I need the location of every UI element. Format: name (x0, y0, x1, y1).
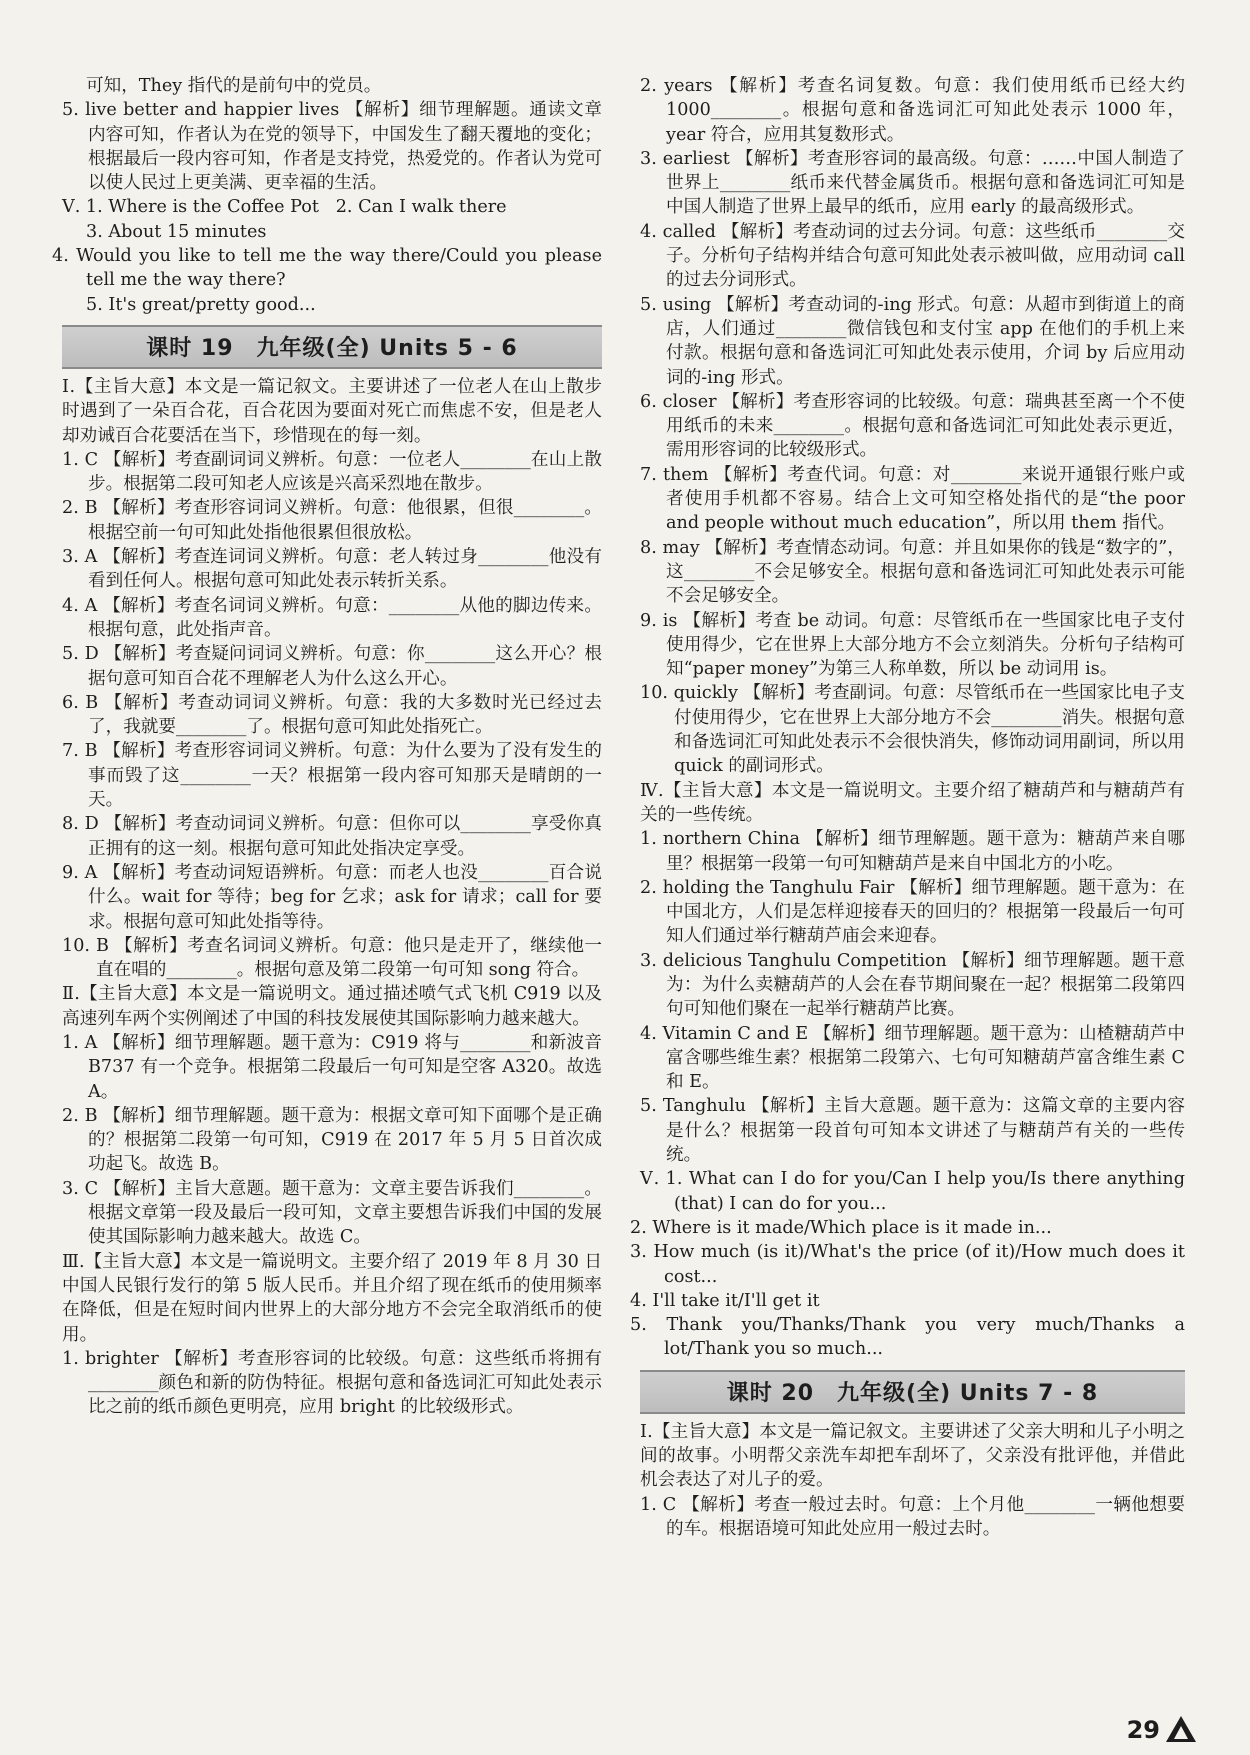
answer-paragraph: 5. It's great/pretty good... (86, 294, 316, 315)
answer-paragraph: 3. How much (is it)/What's the price (of it)/How much does it cost... (630, 1242, 1191, 1287)
answer-paragraph: 5. D 【解析】考查疑问词词义辨析。句意：你________这么开心？根据句意可知百合花不理解老人为什么这么开心。 (62, 644, 602, 689)
answer-paragraph: 4. Vitamin C and E 【解析】细节理解题。题干意为：山楂糖葫芦中富含哪些维生素？根据第二段第六、七句可知糖葫芦富含维生素 C 和 E。 (640, 1023, 1191, 1093)
answer-paragraph: 2. years 【解析】考查名词复数。句意：我们使用纸币已经大约 1000________。根据句意和备选词汇可知此处表示 1000 年，year 符合，应用其复数形式。 (640, 76, 1191, 145)
lesson-banner: 课时 20 九年级(全) Units 7 - 8 (640, 1370, 1185, 1414)
answer-paragraph: 8. may 【解析】考查情态动词。句意：并且如果你的钱是“数字的”，这________不会足够安全。根据句意和备选词汇可知此处表示可能不会足够安全。 (640, 537, 1185, 607)
answer-paragraph: 1. C 【解析】考查副词词义辨析。句意：一位老人________在山上散步。根据第二段可知老人应该是兴高采烈地在散步。 (62, 449, 602, 495)
answer-paragraph: 3. About 15 minutes (86, 221, 267, 242)
answer-paragraph: Ⅱ.【主旨大意】本文是一篇说明文。通过描述喷气式飞机 C919 以及高速列车两个实例阐述了中国的科技发展使其国际影响力越来越大。 (62, 984, 602, 1029)
answer-paragraph: 2. B 【解析】考查形容词词义辨析。句意：他很累，但很________。根据空前一句可知此处指他很累但很放松。 (62, 498, 602, 543)
publisher-logo-icon (1164, 1714, 1198, 1744)
right-column (630, 74, 1191, 1541)
answer-paragraph: 5. using 【解析】考查动词的-ing 形式。句意：从超市到街道上的商店，人们通过________微信钱包和支付宝 app 在他们的手机上来付款。根据句意和备选词汇可知此处表示使用，介词 by 后应用动词的-ing 形式。 (640, 294, 1185, 388)
answer-paragraph: 8. D 【解析】考查动词词义辨析。句意：但你可以________享受你真正拥有的这一刻。根据句意可知此处指决定享受。 (62, 814, 602, 859)
answer-paragraph: 5. Thank you/Thanks/Thank you very much/Thanks a lot/Thank you so much... (630, 1315, 1191, 1360)
answer-paragraph: 2. B 【解析】细节理解题。题干意为：根据文章可知下面哪个是正确的？根据第二段第一句可知，C919 在 2017 年 5 月 5 日首次成功起飞。故选 B。 (62, 1105, 602, 1175)
answer-paragraph: 3. C 【解析】主旨大意题。题干意为：文章主要告诉我们________。根据文章第一段及最后一段可知，文章主要想告诉我们中国的发展使其国际影响力越来越大。故选 C。 (62, 1178, 602, 1248)
answer-paragraph: 2. Where is it made/Which place is it made in... (630, 1217, 1052, 1238)
answer-paragraph: 4. I'll take it/I'll get it (630, 1290, 820, 1311)
answer-paragraph: 4. A 【解析】考查名词词义辨析。句意：________从他的脚边传来。根据句意，此处指声音。 (62, 595, 602, 640)
page-number: 29 (1126, 1716, 1160, 1744)
answer-paragraph: Ⅰ.【主旨大意】本文是一篇记叙文。主要讲述了一位老人在山上散步时遇到了一朵百合花，百合花因为要面对死亡而焦虑不安，但是老人却劝诫百合花要活在当下，珍惜现在的每一刻。 (62, 376, 602, 446)
answer-paragraph: 3. delicious Tanghulu Competition 【解析】细节理解题。题干意为：为什么卖糖葫芦的人会在春节期间聚在一起？根据第二段第四句可知他们聚在一起举行糖葫芦比赛。 (640, 950, 1185, 1020)
answer-paragraph: 3. earliest 【解析】考查形容词的最高级。句意：……中国人制造了世界上________纸币来代替金属货币。根据句意和备选词汇可知是中国人制造了世界上最早的纸币，应用 early 的最高级形式。 (640, 148, 1185, 218)
answer-paragraph: Ⅴ. 1. Where is the Coffee Pot 2. Can I walk there (62, 197, 507, 218)
answer-paragraph: 4. Would you like to tell me the way there/Could you please tell me the way there? (52, 246, 608, 291)
answer-paragraph: 7. them 【解析】考查代词。句意：对________来说开通银行账户或者使用手机都不容易。结合上文可知空格处指代的是“the poor and people without much education”，所以用 them 指代。 (640, 464, 1191, 534)
answer-paragraph: Ⅴ. 1. What can I do for you/Can I help you/Is there anything (that) I can do for you... (640, 1169, 1191, 1214)
answer-paragraph: 1. northern China 【解析】细节理解题。题干意为：糖葫芦来自哪里？根据第一段第一句可知糖葫芦是来自中国北方的小吃。 (640, 829, 1185, 874)
answer-paragraph: 6. closer 【解析】考查形容词的比较级。句意：瑞典甚至离一个不使用纸币的未来________。根据句意和备选词汇可知此处表示更近，需用形容词的比较级形式。 (640, 391, 1185, 461)
answer-paragraph: 1. A 【解析】细节理解题。题干意为：C919 将与________和新波音 B737 有一个竞争。根据第二段最后一句可知是空客 A320。故选 A。 (62, 1032, 608, 1102)
answer-paragraph: 9. A 【解析】考查动词短语辨析。句意：而老人也没________百合说什么。wait for 等待；beg for 乞求；ask for 请求；call for 要求。根据句意可知此处指等待。 (62, 862, 602, 932)
answer-paragraph: 10. B 【解析】考查名词词义辨析。句意：他只是走开了，继续他一直在唱的________。根据句意及第二段第一句可知 song 符合。 (62, 935, 602, 981)
answer-paragraph: 1. brighter 【解析】考查形容词的比较级。句意：这些纸币将拥有________颜色和新的防伪特征。根据句意和备选词汇可知此处表示比之前的纸币颜色更明亮，应用 bright 的比较级形式。 (62, 1348, 602, 1418)
answer-paragraph: 2. holding the Tanghulu Fair 【解析】细节理解题。题干意为：在中国北方，人们是怎样迎接春天的回归的？根据第一段最后一句可知人们通过举行糖葫芦庙会来迎春。 (640, 877, 1185, 947)
answer-paragraph: 4. called 【解析】考查动词的过去分词。句意：这些纸币________交子。分析句子结构并结合句意可知此处表示被叫做，应用动词 call 的过去分词形式。 (640, 221, 1191, 291)
answer-paragraph: Ⅲ.【主旨大意】本文是一篇说明文。主要介绍了 2019 年 8 月 30 日中国人民银行发行的第 5 版人民币。并且介绍了现在纸币的使用频率在降低，但是在短时间内世界上的大部分地方不会完全取消纸币的使用。 (62, 1251, 602, 1345)
answer-paragraph: 10. quickly 【解析】考查副词。句意：尽管纸币在一些国家比电子支付使用得少，它在世界上大部分地方不会________消失。根据句意和备选词汇可知此处表示不会很快消失，修饰动词用副词，所以用 quick 的副词形式。 (640, 683, 1191, 777)
answer-paragraph: 6. B 【解析】考查动词词义辨析。句意：我的大多数时光已经过去了，我就要________了。根据句意可知此处指死亡。 (62, 692, 602, 738)
lesson-banner: 课时 19 九年级(全) Units 5 - 6 (62, 325, 602, 369)
answer-paragraph: Ⅰ.【主旨大意】本文是一篇记叙文。主要讲述了父亲大明和儿子小明之间的故事。小明帮父亲洗车却把车刮坏了，父亲没有批评他，并借此机会表达了对儿子的爱。 (640, 1421, 1185, 1491)
answer-paragraph: 7. B 【解析】考查形容词词义辨析。句意：为什么要为了没有发生的事而毁了这________一天？根据第一段内容可知那天是晴朗的一天。 (62, 741, 602, 811)
answer-paragraph: 3. A 【解析】考查连词词义辨析。句意：老人转过身________他没有看到任何人。根据句意可知此处表示转折关系。 (62, 547, 602, 592)
answer-paragraph: Ⅳ.【主旨大意】本文是一篇说明文。主要介绍了糖葫芦和与糖葫芦有关的一些传统。 (640, 780, 1185, 825)
answer-paragraph: 可知，They 指代的是前句中的党员。 (86, 76, 382, 96)
answer-paragraph: 1. C 【解析】考查一般过去时。句意：上个月他________一辆他想要的车。根据语境可知此处应用一般过去时。 (640, 1494, 1185, 1539)
answer-paragraph: 9. is 【解析】考查 be 动词。句意：尽管纸币在一些国家比电子支付使用得少，它在世界上大部分地方不会立刻消失。分析句子结构可知“paper money”为第三人称单数，所以 be 动词用 is。 (640, 610, 1185, 680)
answer-paragraph: 5. Tanghulu 【解析】主旨大意题。题干意为：这篇文章的主要内容是什么？根据第一段首句可知本文讲述了与糖葫芦有关的一些传统。 (640, 1096, 1185, 1166)
left-column (52, 74, 608, 1420)
answer-paragraph: 5. live better and happier lives 【解析】细节理解题。通读文章内容可知，作者认为在党的领导下，中国发生了翻天覆地的变化；根据最后一段内容可知，作者是支持党，热爱党的。作者认为党可以使人民过上更美满、更幸福的生活。 (62, 100, 602, 194)
